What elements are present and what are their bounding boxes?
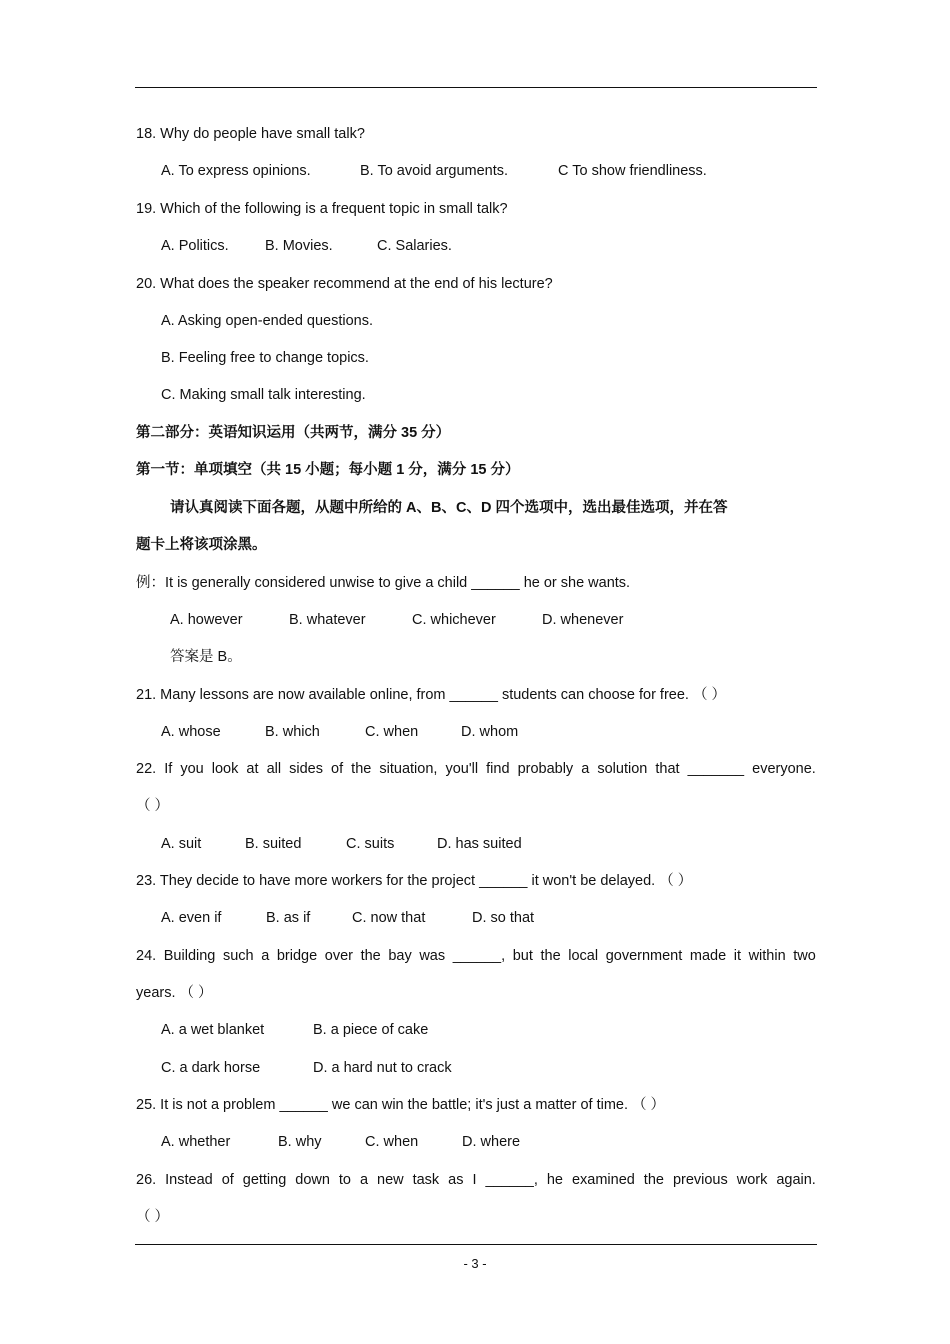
option-a: A. suit [161,836,202,852]
options-25 [161,1132,520,1152]
option-c: C. a dark horse [161,1060,261,1076]
option-b: B. Movies. [265,238,333,254]
option-d: D. whom [461,724,519,740]
option-c: C. whichever [412,612,496,628]
question-21: 21. Many lessons are now available online, from ______ students can choose for free. （ ） [136,687,726,703]
example-question: 例：It is generally considered unwise to give a child ______ he or she wants. [136,575,631,591]
question-22-bracket: （ ） [136,798,170,814]
question-22: 22. If you look at all sides of the situation, you'll find probably a solution that _______ everyone. [136,761,816,777]
page-number: - 3 - [463,1256,487,1271]
options-18 [161,161,707,181]
question-25: 25. It is not a problem ______ we can win the battle; it's just a matter of time. （ ） [136,1097,666,1113]
option-c: C To show friendliness. [558,163,707,179]
option-b: B. as if [266,910,311,926]
option-d: D. whenever [542,612,624,628]
option-a: A. however [170,612,243,628]
footer-rule [135,1244,817,1245]
part2-heading: 第二部分：英语知识运用（共两节，满分 35 分） [136,425,451,441]
option-d: D. a hard nut to crack [313,1060,452,1076]
option-c: C. Salaries. [377,238,452,254]
option-d: D. has suited [437,836,522,852]
question-23: 23. They decide to have more workers for the project ______ it won't be delayed. （ ） [136,873,693,889]
options-24-row1 [161,1020,428,1040]
option-a: A. Asking open-ended questions. [161,313,374,329]
question-26-bracket: （ ） [136,1209,170,1225]
option-d: D. where [462,1134,521,1150]
options-22 [161,834,522,854]
options-23 [161,908,534,928]
instruction-line-2: 题卡上将该项涂黑。 [136,537,267,553]
option-b: B. a piece of cake [313,1022,429,1038]
option-a: A. Politics. [161,238,229,254]
option-c: C. suits [346,836,395,852]
question-24: 24. Building such a bridge over the bay was ______, but the local government made it within two [136,948,816,964]
option-d: D. so that [472,910,535,926]
question-20: 20. What does the speaker recommend at the end of his lecture? [136,276,553,292]
option-a: A. To express opinions. [161,163,311,179]
example-answer: 答案是 B。 [170,649,242,665]
section1-heading: 第一节：单项填空（共 15 小题；每小题 1 分，满分 15 分） [136,462,520,478]
option-c: C. when [365,724,419,740]
option-b: B. Feeling free to change topics. [161,350,369,366]
option-c: C. Making small talk interesting. [161,387,366,403]
question-19: 19. Which of the following is a frequent topic in small talk? [136,201,508,217]
question-26: 26. Instead of getting down to a new task as I ______, he examined the previous work again. [136,1172,816,1188]
option-b: B. which [265,724,320,740]
instruction-line-1: 请认真阅读下面各题，从题中所给的 A、B、C、D 四个选项中，选出最佳选项，并在答 [170,500,728,516]
option-c: C. now that [352,910,426,926]
options-19 [161,236,452,256]
option-b: B. To avoid arguments. [360,163,509,179]
option-a: A. even if [161,910,222,926]
option-b: B. why [278,1134,322,1150]
option-b: B. whatever [289,612,366,628]
question-18: 18. Why do people have small talk? [136,126,365,142]
example-options [170,610,623,630]
options-21 [161,722,518,742]
option-a: A. whose [161,724,221,740]
header-rule [135,87,817,88]
option-a: A. whether [161,1134,231,1150]
option-a: A. a wet blanket [161,1022,265,1038]
question-24-cont: years. （ ） [136,985,213,1001]
option-b: B. suited [245,836,302,852]
option-c: C. when [365,1134,419,1150]
options-24-row2 [161,1058,452,1078]
